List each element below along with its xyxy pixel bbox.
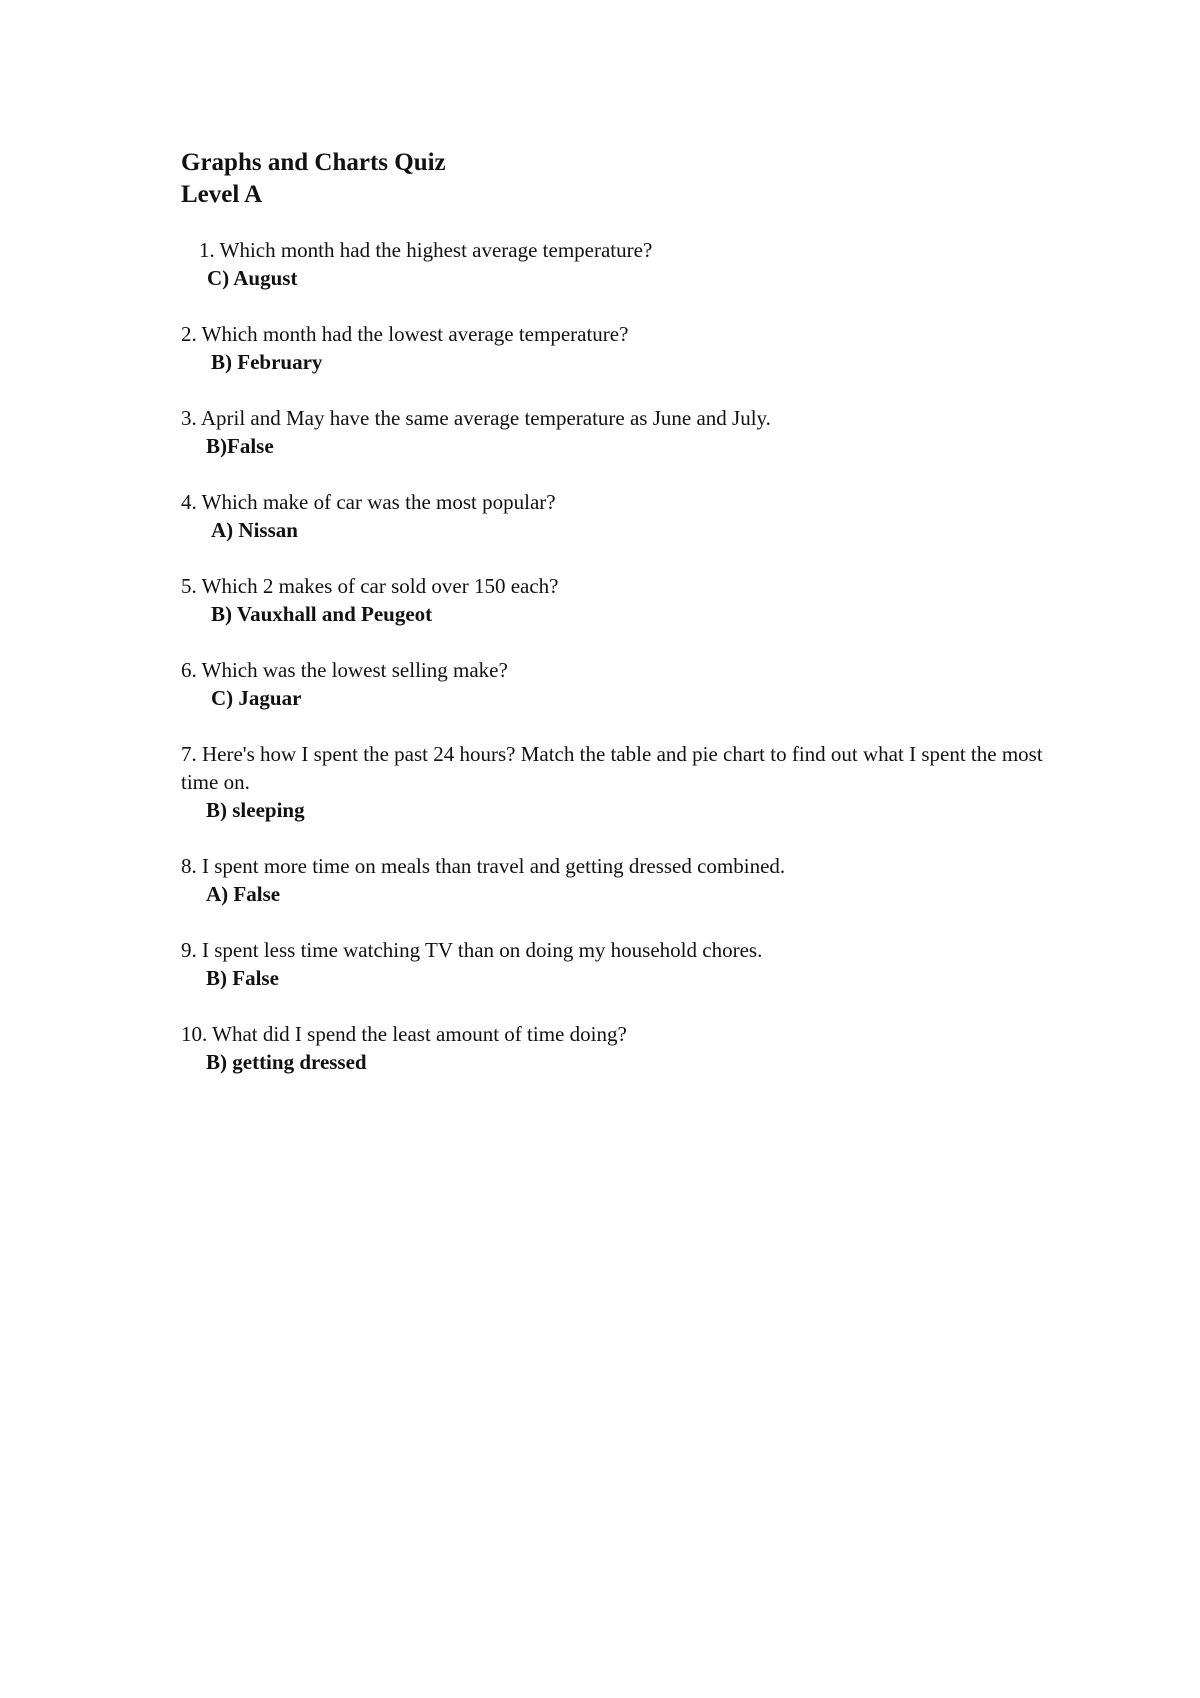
question-text: 1. Which month had the highest average temperature? [199,238,653,262]
question-answer: B) getting dressed [206,1050,367,1074]
question-text: 8. I spent more time on meals than travel and getting dressed combined. [181,854,786,878]
question-text: 5. Which 2 makes of car sold over 150 each? [181,574,559,598]
question-item [199,236,1059,292]
question-answer: B) False [206,966,279,990]
question-text: 9. I spent less time watching TV than on doing my household chores. [181,938,763,962]
question-item [181,740,1061,824]
question-item [181,936,1061,992]
document-level: Level A [181,181,263,208]
question-text: 4. Which make of car was the most popular? [181,490,556,514]
document-title: Graphs and Charts Quiz [181,149,446,176]
question-item [181,852,1061,908]
question-answer: A) False [206,882,281,906]
question-answer: B) sleeping [206,798,305,822]
question-answer: B) Vauxhall and Peugeot [211,602,433,626]
question-text: 6. Which was the lowest selling make? [181,658,508,682]
question-item [181,488,1061,544]
question-answer: B)False [206,434,274,458]
question-answer: C) August [207,266,298,290]
question-item [181,572,1061,628]
question-answer: C) Jaguar [211,686,302,710]
question-item [181,656,1061,712]
question-item [181,320,1061,376]
question-text: 2. Which month had the lowest average temperature? [181,322,629,346]
question-text: 10. What did I spend the least amount of time doing? [181,1022,627,1046]
question-text: 3. April and May have the same average temperature as June and July. [181,406,771,430]
question-text: 7. Here's how I spent the past 24 hours? Match the table and pie chart to find out what I spent the most time on. [181,742,1043,794]
question-item [181,404,1061,460]
question-answer: A) Nissan [211,518,298,542]
question-item [181,1020,1061,1076]
question-answer: B) February [211,350,323,374]
